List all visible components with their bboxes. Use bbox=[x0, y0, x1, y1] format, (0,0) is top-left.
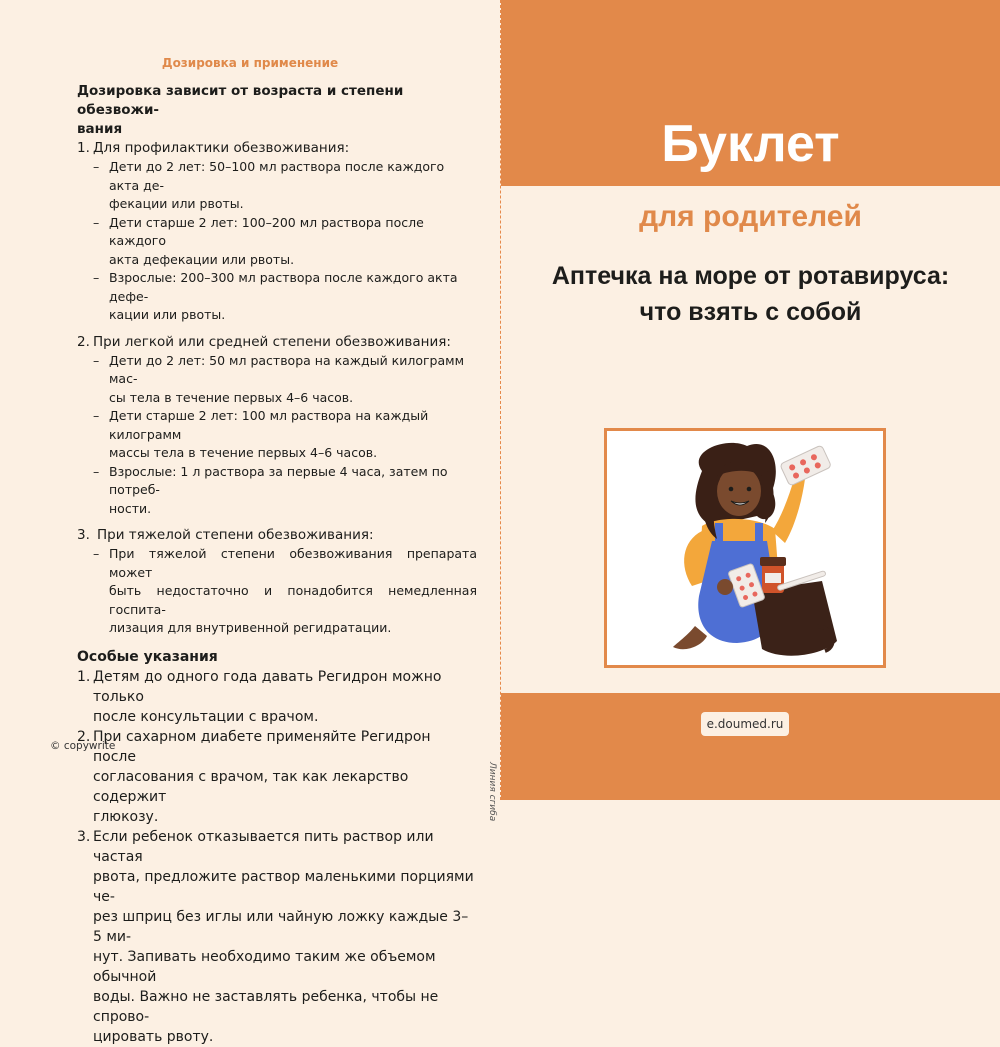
group-title: При легкой или средней степени обезвоживания: bbox=[93, 333, 451, 350]
dosage-heading-line2: вания bbox=[77, 121, 123, 137]
list-item: – Дети до 2 лет: 50 мл раствора на каждый килограмм мас- сы тела в течение первых 4–6 часов. bbox=[77, 352, 477, 408]
group-number: 1. bbox=[77, 140, 90, 156]
girl-with-medicine-illustration bbox=[607, 431, 883, 665]
dosage-group-prevention bbox=[77, 139, 477, 158]
left-page bbox=[0, 0, 500, 1045]
list-item: – Дети старше 2 лет: 100–200 мл раствора после каждого акта дефекации или рвоты. bbox=[77, 214, 477, 270]
list-item: – Взрослые: 1 л раствора за первые 4 часа, затем по потреб- ности. bbox=[77, 463, 477, 519]
copyright-text: © copywrite bbox=[50, 740, 116, 752]
list-item: – При тяжелой степени обезвоживания препарата может быть недостаточно и понадобится немедленная госпита- лизация для внутривенной регидратации. bbox=[77, 545, 477, 638]
prevention-items bbox=[77, 158, 477, 325]
group-title: При тяжелой степени обезвоживания: bbox=[97, 527, 374, 543]
fold-label: Линия сгиба bbox=[487, 762, 497, 822]
dosage-group-severe bbox=[77, 526, 477, 545]
cover-title: Буклет bbox=[661, 115, 840, 173]
main-title-line1: Аптечка на море от ротавируса: bbox=[551, 262, 950, 290]
mild-items bbox=[77, 352, 477, 519]
cover-illustration bbox=[604, 428, 886, 668]
list-item: – Дети старше 2 лет: 100 мл раствора на каждый килограмм массы тела в течение первых 4–6 часов. bbox=[77, 407, 477, 463]
group-title: Для профилактики обезвоживания: bbox=[93, 140, 350, 156]
list-item: – Взрослые: 200–300 мл раствора после каждого акта дефе- кации или рвоты. bbox=[77, 269, 477, 325]
special-item: 3. Если ребенок отказывается пить раствор или частая рвота, предложите раствор маленькими порциями че- рез шприц без иглы или чайную ложку каждые 3–5 ми- нут. Запивать необходимо таким же объемом обычной воды. Важно не заставлять ребенка, чтобы не спрово- цировать рвоту. bbox=[77, 828, 474, 1045]
cover-bottom-band bbox=[501, 693, 1000, 800]
main-title-line2: что взять с собой bbox=[639, 298, 862, 326]
group-number: 2. bbox=[77, 333, 90, 350]
cover-main-title bbox=[501, 258, 1000, 330]
list-item: – Дети до 2 лет: 50–100 мл раствора после каждого акта де- фекации или рвоты. bbox=[77, 158, 477, 214]
severe-items bbox=[77, 545, 477, 638]
dosage-heading-line1: Дозировка зависит от возраста и степени обезвожи- bbox=[77, 83, 404, 118]
dosage-heading bbox=[77, 82, 477, 139]
website-link[interactable]: e.doumed.ru bbox=[701, 712, 789, 736]
group-number: 3. bbox=[77, 527, 90, 543]
cover-page bbox=[501, 0, 1000, 800]
special-item: 1. Детям до одного года давать Регидрон можно только после консультации с врачом. bbox=[77, 668, 442, 725]
cover-subtitle: для родителей bbox=[639, 200, 862, 233]
special-heading: Особые указания bbox=[77, 648, 218, 665]
dosage-group-mild bbox=[77, 333, 477, 352]
section-heading: Дозировка и применение bbox=[161, 56, 339, 70]
special-item: 2. При сахарном диабете применяйте Регидрон после согласования с врачом, так как лекарство содержит глюкозу. bbox=[77, 728, 431, 825]
dosage-content bbox=[77, 82, 477, 1047]
dosage-groups bbox=[77, 139, 477, 158]
special-items bbox=[77, 667, 477, 1047]
